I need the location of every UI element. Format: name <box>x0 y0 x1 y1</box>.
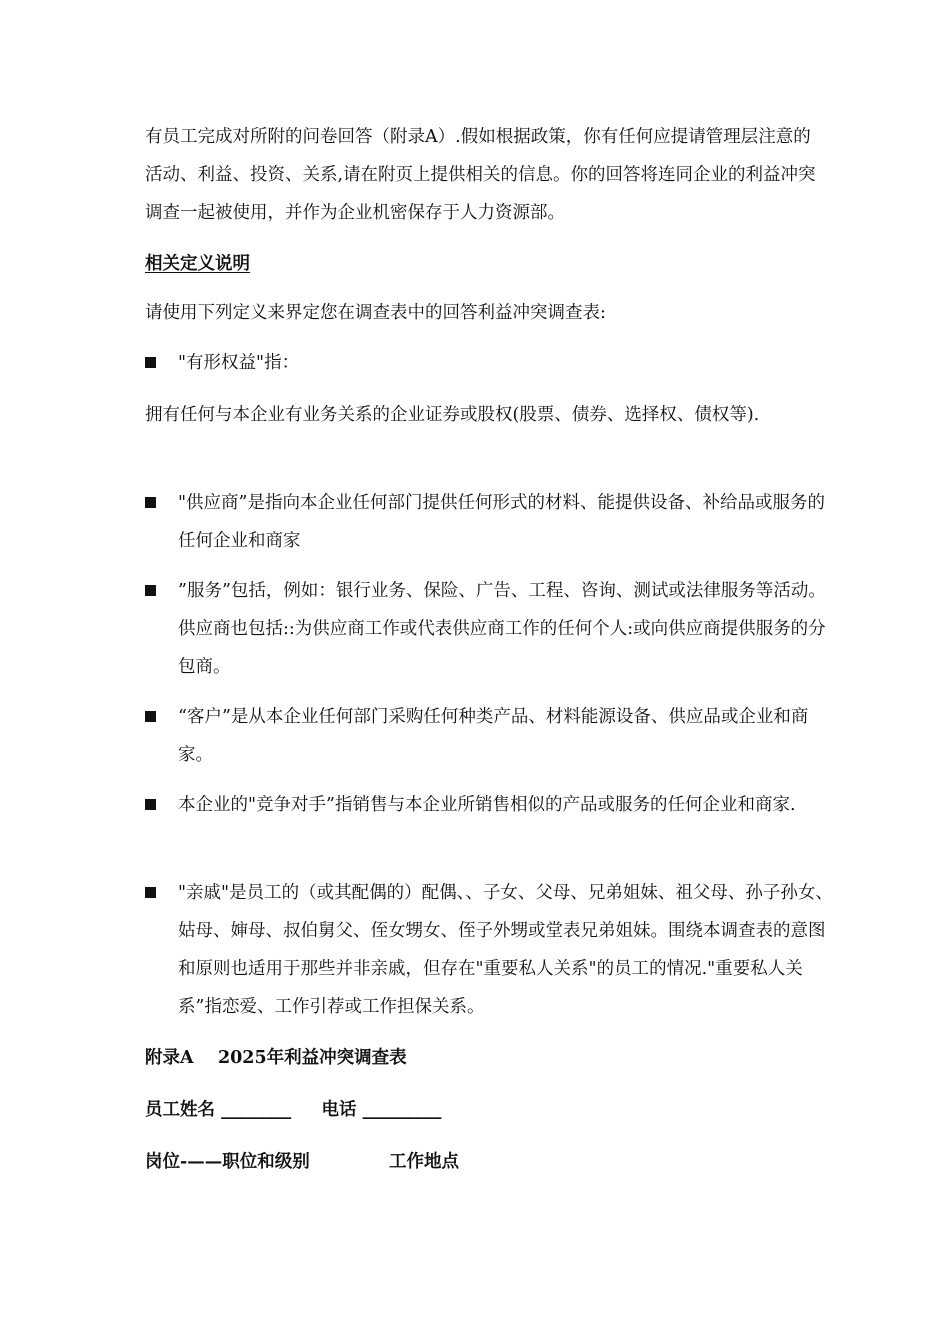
bullet-text: "亲戚"是员工的（或其配偶的）配偶、、子女、父母、兄弟姐妹、祖父母、孙子孙女、姑母、婶母、叔伯舅父、侄女甥女、侄子外甥或堂表兄弟姐妹。围绕本调查表的意图和原则也适用于那些并非亲戚，但存在"重要私人关系"的员工的情况."重要私人关系”指恋爱、工作引荐或工作担保关系。 <box>178 883 833 1017</box>
tangible-interest-detail: 拥有任何与本企业有业务关系的企业证券或股权(股票、债券、选择权、债权等). <box>145 405 760 425</box>
bullet-text: "有形权益"指： <box>178 353 300 373</box>
bullet-competitor <box>145 786 835 824</box>
bullet-customer <box>145 698 835 774</box>
appendix-title: 附录A 2025年利益冲突调查表 <box>145 1048 407 1068</box>
square-bullet-icon <box>145 357 156 368</box>
square-bullet-icon <box>145 711 156 722</box>
employee-name-phone-line: 员工姓名 ________ 电话 _________ <box>145 1100 442 1120</box>
intro-paragraph: 有员工完成对所附的问卷回答（附录A）.假如根据政策，你有任何应提请管理层注意的活动、利益、投资、关系,请在附页上提供相关的信息。你的回答将连同企业的利益冲突调查一起被使用，并作为企业机密保存于人力资源部。 <box>145 127 816 223</box>
bullet-text: “客户”是从本企业任何部门采购任何种类产品、材料能源设备、供应品或企业和商家。 <box>178 707 809 765</box>
definitions-intro: 请使用下列定义来界定您在调查表中的回答利益冲突调查表: <box>145 303 606 323</box>
bullet-relatives <box>145 874 835 1026</box>
position-location-line: 岗位-——职位和级别 工作地点 <box>145 1152 459 1172</box>
bullet-text: "供应商”是指向本企业任何部门提供任何形式的材料、能提供设备、补给品或服务的任何企业和商家 <box>178 493 825 551</box>
square-bullet-icon <box>145 585 156 596</box>
definitions-heading: 相关定义说明 <box>145 254 250 274</box>
bullet-text: 本企业的"竞争对手”指销售与本企业所销售相似的产品或服务的任何企业和商家. <box>178 795 796 815</box>
bullet-supplier <box>145 484 835 560</box>
bullet-services <box>145 572 835 686</box>
square-bullet-icon <box>145 799 156 810</box>
bullet-tangible-interest <box>145 344 835 382</box>
square-bullet-icon <box>145 887 156 898</box>
bullet-text: ”服务”包括，例如：银行业务、保险、广告、工程、咨询、测试或法律服务等活动。供应商也包括::为供应商工作或代表供应商工作的任何个人:或向供应商提供服务的分包商。 <box>178 581 826 677</box>
square-bullet-icon <box>145 497 156 508</box>
